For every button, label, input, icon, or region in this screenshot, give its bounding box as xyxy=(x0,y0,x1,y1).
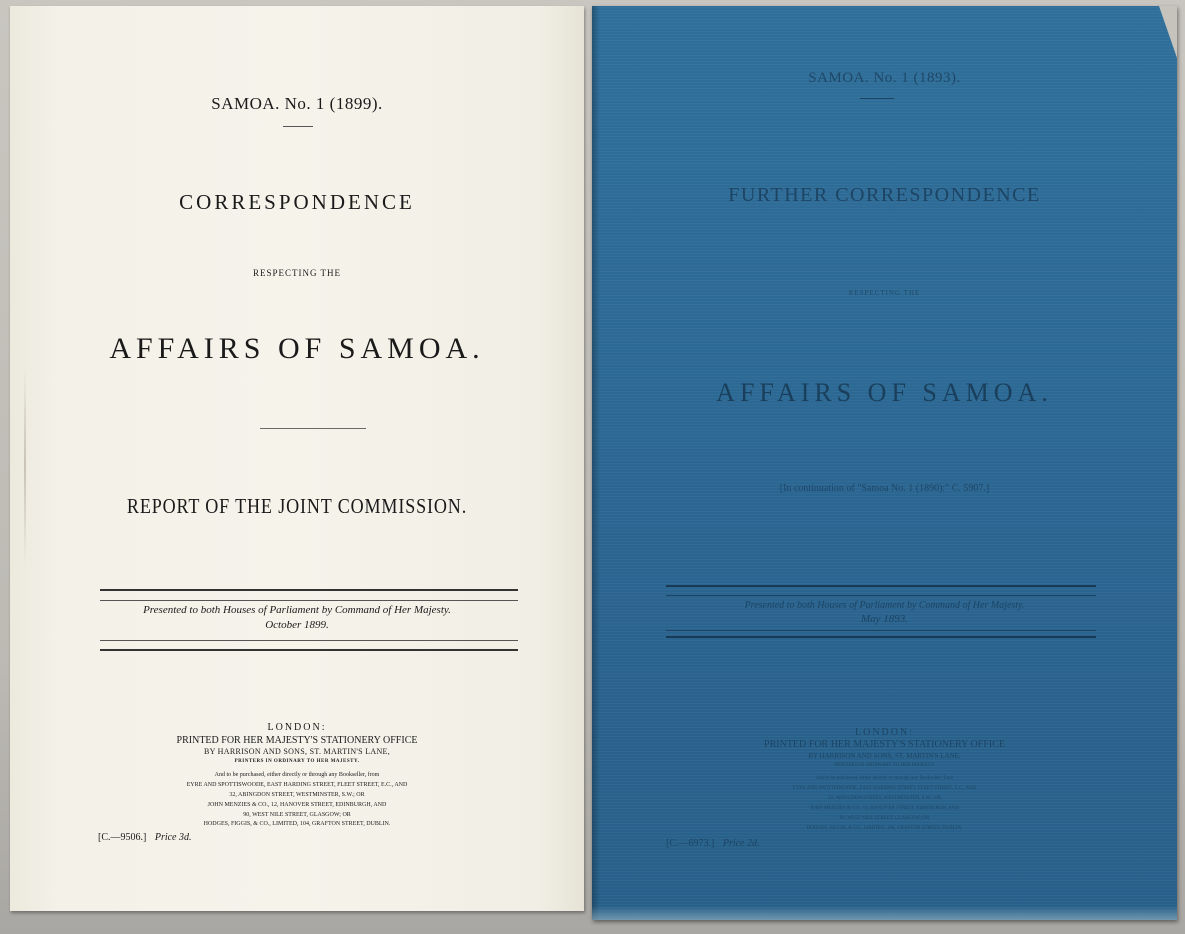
right-cover-edge-shadow xyxy=(592,6,600,920)
right-series-rule xyxy=(860,98,894,99)
left-imprint-printer-role: PRINTERS IN ORDINARY TO HER MAJESTY. xyxy=(234,759,360,764)
right-catalog-line xyxy=(666,838,760,849)
right-subject: AFFAIRS OF SAMOA. xyxy=(716,378,1053,407)
left-rule-top-thick xyxy=(100,589,518,591)
right-imprint-london: LONDON: xyxy=(855,727,914,738)
left-catalog-line xyxy=(98,832,192,843)
right-presented-line: Presented to both Houses of Parliament by Command of Her Majesty. xyxy=(744,600,1025,611)
right-cover-bottom-wear xyxy=(592,906,1177,920)
left-report-title: REPORT OF THE JOINT COMMISSION. xyxy=(126,494,468,518)
right-seller-1: EYRE AND SPOTTISWOODE, EAST HARDING STREET, FLEET STREET, E.C., AND xyxy=(792,786,977,791)
left-series-heading: SAMOA. No. 1 (1899). xyxy=(211,94,383,113)
right-seller-1-address: 32, ABINGDON STREET, WESTMINSTER, S.W.; OR xyxy=(828,796,941,801)
right-rule-top-thick xyxy=(666,585,1096,587)
right-rule-bottom-thick xyxy=(666,636,1096,638)
stitch-mark xyxy=(24,366,26,566)
left-command-number: [C.—9506.] xyxy=(98,832,147,843)
right-price: Price 2d. xyxy=(722,838,760,849)
left-rule-bottom-thin xyxy=(100,640,518,641)
left-seller-2-address: 90, WEST NILE STREET, GLASGOW; OR xyxy=(243,812,351,818)
left-price: Price 3d. xyxy=(154,832,192,843)
right-respecting: RESPECTING THE xyxy=(848,289,921,297)
left-seller-2: JOHN MENZIES & CO., 12, HANOVER STREET, EDINBURGH, AND xyxy=(207,802,387,808)
left-divider xyxy=(260,428,366,429)
left-subject: AFFAIRS OF SAMOA. xyxy=(109,332,485,365)
left-purchase-line: And to be purchased, either directly or through any Bookseller, from xyxy=(214,772,380,778)
right-seller-2-address: 90, WEST NILE STREET, GLASGOW; OR xyxy=(839,816,930,821)
right-rule-top-thin xyxy=(666,595,1096,596)
right-cover-torn-corner xyxy=(1159,6,1177,58)
right-command-number: [C.—6973.] xyxy=(666,838,715,849)
left-seller-1: EYRE AND SPOTTISWOODE, EAST HARDING STREET, FLEET STREET, E.C., AND xyxy=(186,782,408,788)
right-seller-2: JOHN MENZIES & CO., 12, HANOVER STREET, EDINBURGH, AND xyxy=(810,806,959,811)
left-imprint-london: LONDON: xyxy=(267,722,327,733)
right-imprint-printer-role: PRINTERS IN ORDINARY TO HER MAJESTY. xyxy=(834,763,935,768)
right-title: FURTHER CORRESPONDENCE xyxy=(728,184,1041,206)
left-imprint-printed-for: PRINTED FOR HER MAJESTY'S STATIONERY OFFICE xyxy=(176,735,418,746)
left-pamphlet xyxy=(10,6,584,911)
left-rule-bottom-thick xyxy=(100,649,518,651)
left-imprint-printer: BY HARRISON AND SONS, ST. MARTIN'S LANE, xyxy=(203,747,391,756)
right-imprint-printer: BY HARRISON AND SONS, ST. MARTIN'S LANE, xyxy=(808,752,961,760)
left-date: October 1899. xyxy=(265,619,329,631)
left-title: CORRESPONDENCE xyxy=(179,190,415,214)
left-respecting: RESPECTING THE xyxy=(252,268,342,278)
right-rule-bottom-thin xyxy=(666,630,1096,631)
right-purchase-line: And to be purchased, either directly or through any Bookseller, from xyxy=(815,776,954,781)
left-seller-1-address: 32, ABINGDON STREET, WESTMINSTER, S.W.; OR xyxy=(229,792,365,798)
right-pamphlet xyxy=(592,6,1177,920)
right-seller-3: HODGES, FIGGIS, & CO., LIMITED, 104, GRAFTON STREET, DUBLIN. xyxy=(806,826,963,831)
left-presented-line: Presented to both Houses of Parliament by Command of Her Majesty. xyxy=(143,604,451,616)
right-date: May 1893. xyxy=(860,613,909,625)
left-rule-top-thin xyxy=(100,600,518,601)
right-series-heading: SAMOA. No. 1 (1893). xyxy=(808,70,961,86)
left-series-rule xyxy=(283,126,313,127)
right-continuation-note: [In continuation of "Samoa No. 1 (1890):" C. 5907.] xyxy=(779,483,990,494)
left-seller-3: HODGES, FIGGIS, & CO., LIMITED, 104, GRAFTON STREET, DUBLIN. xyxy=(203,821,391,827)
right-imprint-printed-for: PRINTED FOR HER MAJESTY'S STATIONERY OFFICE xyxy=(764,739,1005,750)
